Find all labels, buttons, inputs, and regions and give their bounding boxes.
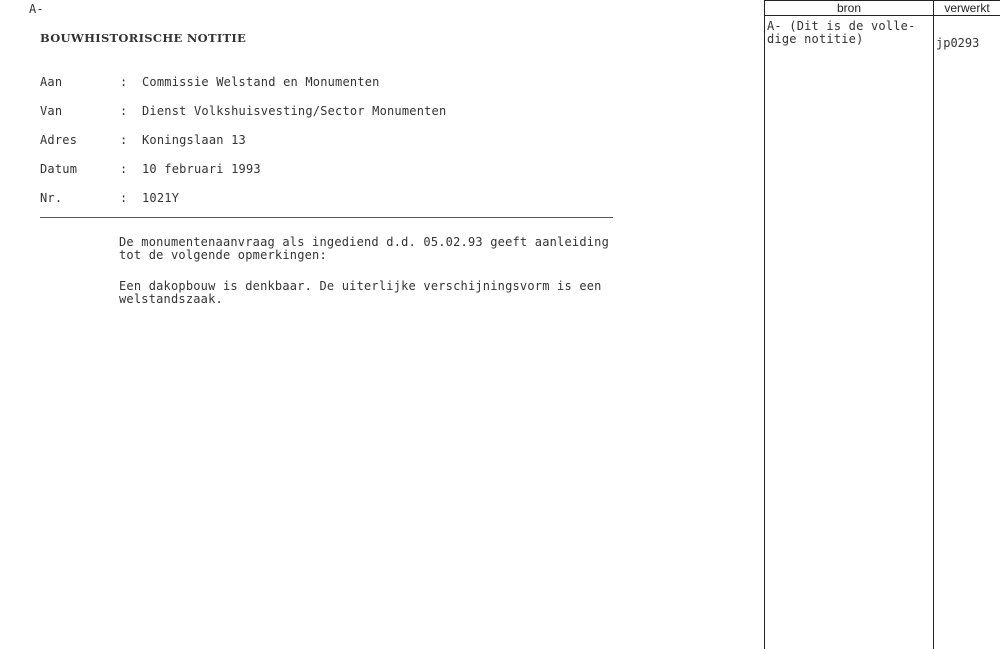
margin-header-rule	[764, 15, 1000, 16]
field-colon: :	[120, 191, 128, 205]
field-label-van: Van	[40, 104, 63, 118]
page-marker: A-	[29, 2, 44, 16]
field-value-van: Dienst Volkshuisvesting/Sector Monumenten	[142, 104, 447, 118]
field-label-datum: Datum	[40, 162, 78, 176]
verwerkt-value: jp0293	[936, 36, 980, 50]
margin-header-verwerkt: verwerkt	[944, 1, 990, 15]
field-label-adres: Adres	[40, 133, 78, 147]
bron-note-line: A- (Dit is de volle-	[767, 19, 916, 33]
document-title: BOUWHISTORISCHE NOTITIE	[40, 31, 247, 45]
separator-rule	[40, 217, 613, 218]
field-label-aan: Aan	[40, 75, 63, 89]
bron-note-line: dige notitie)	[767, 32, 864, 46]
field-value-nr: 1021Y	[142, 191, 180, 205]
field-value-adres: Koningslaan 13	[142, 133, 246, 147]
paragraph-line: tot de volgende opmerkingen:	[119, 248, 327, 262]
field-colon: :	[120, 104, 128, 118]
field-colon: :	[120, 133, 128, 147]
margin-header-bron: bron	[836, 1, 862, 15]
paragraph-line: welstandszaak.	[119, 292, 223, 306]
paragraph-line: De monumentenaanvraag als ingediend d.d. 05.02.93 geeft aanleiding	[119, 235, 610, 249]
field-value-aan: Commissie Welstand en Monumenten	[142, 75, 380, 89]
field-colon: :	[120, 75, 128, 89]
field-label-nr: Nr.	[40, 191, 63, 205]
margin-table	[764, 0, 1000, 649]
field-value-datum: 10 februari 1993	[142, 162, 261, 176]
margin-column-divider	[933, 0, 934, 649]
field-colon: :	[120, 162, 128, 176]
margin-column-divider	[764, 0, 765, 649]
paragraph-line: Een dakopbouw is denkbaar. De uiterlijke verschijningsvorm is een	[119, 279, 602, 293]
